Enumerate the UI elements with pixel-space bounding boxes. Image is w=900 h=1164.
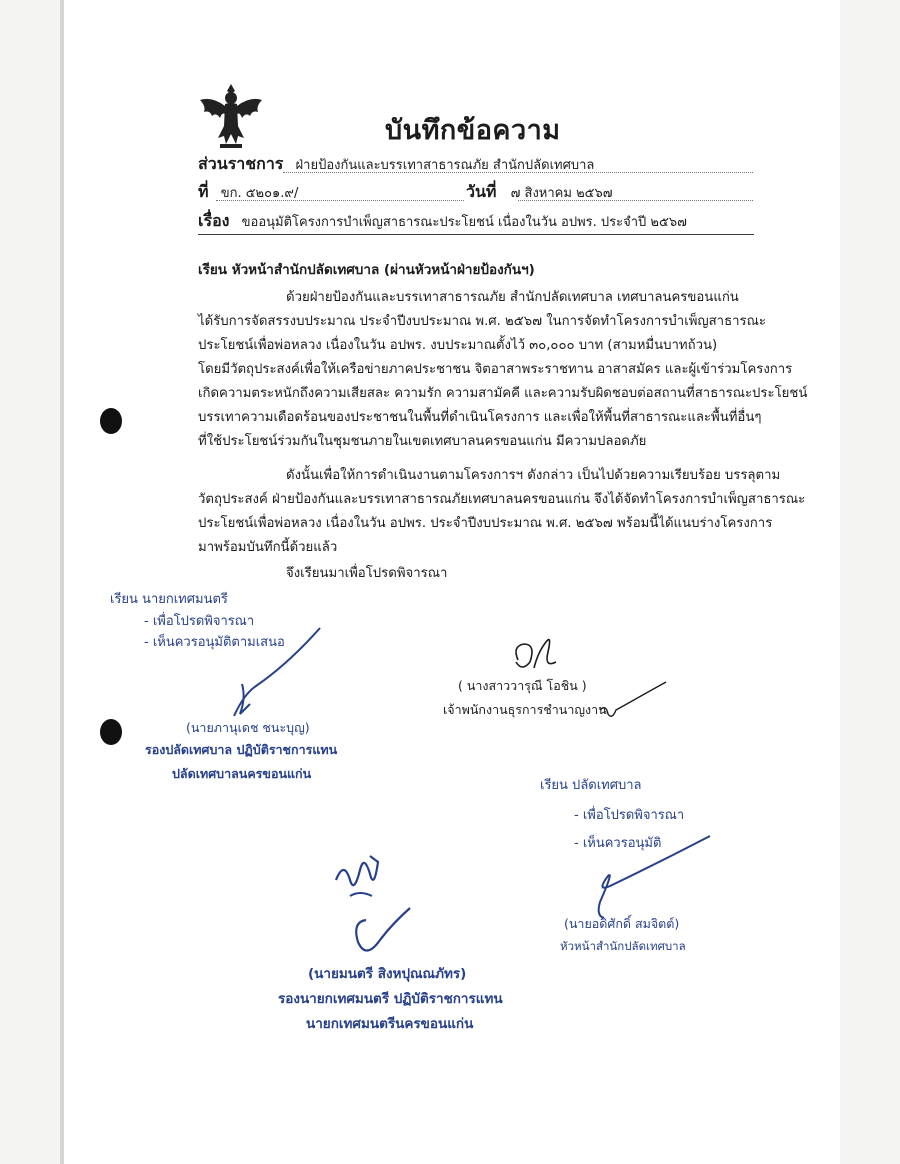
p2-line-1: ดังนั้นเพื่อให้การดำเนินงานตามโครงการฯ ดังกล่าว เป็นไปด้วยความเรียบร้อย บรรลุตาม — [286, 468, 781, 483]
right-endorse-position: หัวหน้าสำนักปลัดเทศบาล — [560, 939, 686, 953]
p1-line-1: ด้วยฝ่ายป้องกันและบรรเทาสาธารณภัย สำนักปลัดเทศบาล เทศบาลนครขอนแก่น — [286, 290, 739, 305]
left-endorse-name: (นายภานุเดช ชนะบุญ) — [186, 720, 310, 735]
left-endorse-item1: - เพื่อโปรดพิจารณา — [144, 614, 255, 629]
salutation: เรียน หัวหน้าสำนักปลัดเทศบาล (ผ่านหัวหน้าฝ่ายป้องกันฯ) — [198, 262, 535, 278]
agency-line — [198, 152, 594, 177]
garuda-emblem — [198, 82, 264, 152]
agency-label: ส่วนราชการ — [198, 154, 284, 173]
ref-line — [198, 180, 298, 205]
date-label: วันที่ — [466, 182, 497, 201]
right-endorse-to: เรียน ปลัดเทศบาล — [540, 778, 642, 793]
approver-signature — [330, 850, 440, 970]
left-endorse-to: เรียน นายกเทศมนตรี — [110, 592, 228, 607]
p2-line-4: มาพร้อมบันทึกนี้ด้วยแล้ว — [198, 540, 338, 555]
p1-line-2: ได้รับการจัดสรรงบประมาณ ประจำปีงบประมาณ พ.ศ. ๒๕๖๗ ในการจัดทำโครงการบำเพ็ญสาธารณะ — [198, 314, 766, 329]
header-rule — [198, 234, 754, 235]
date-line — [466, 180, 613, 205]
right-endorse-item2: - เห็นควรอนุมัติ — [574, 836, 662, 851]
officer-signature — [508, 632, 568, 678]
memo-title: บันทึกข้อความ — [385, 115, 561, 146]
p1-line-6: บรรเทาความเดือดร้อนของประชาชนในพื้นที่ดำเนินโครงการ และเพื่อให้พื้นที่สาธารณะและพื้นที่อื่นๆ — [198, 410, 762, 425]
officer-name: ( นางสาววารุณี โอชิน ) — [458, 678, 587, 693]
left-endorse-item2: - เห็นควรอนุมัติตามเสนอ — [144, 635, 285, 650]
left-endorse-position-1: รองปลัดเทศบาล ปฏิบัติราชการแทน — [145, 742, 338, 757]
approver-position-1: รองนายกเทศมนตรี ปฏิบัติราชการแทน — [278, 991, 503, 1007]
right-endorse-item1: - เพื่อโปรดพิจารณา — [574, 808, 685, 823]
p2-line-2: วัตถุประสงค์ ฝ่ายป้องกันและบรรเทาสาธารณภัยเทศบาลนครขอนแก่น จึงได้จัดทำโครงการบำเพ็ญสาธารณะ — [198, 492, 806, 507]
subject-line — [198, 209, 687, 234]
left-endorse-signature — [228, 624, 328, 720]
subject-value: ขออนุมัติโครงการบำเพ็ญสาธารณะประโยชน์ เนื่องในวัน อปพร. ประจำปี ๒๕๖๗ — [241, 215, 687, 230]
p1-line-5: เกิดความตระหนักถึงความเสียสละ ความรัก ความสามัคคี และความรับผิดชอบต่อสถานที่สาธารณะประโยชน์ — [198, 386, 808, 401]
p1-line-4: โดยมีวัตถุประสงค์เพื่อให้เครือข่ายภาคประชาชน จิตอาสาพระราชทาน อาสาสมัคร และผู้เข้าร่วมโครงการ — [198, 362, 793, 377]
ref-value: ขก. ๕๒๐๑.๙/ — [220, 186, 299, 201]
closing-line: จึงเรียนมาเพื่อโปรดพิจารณา — [286, 566, 448, 581]
ref-dotted-line — [216, 200, 464, 201]
right-endorse-signature — [570, 832, 720, 922]
approver-name: (นายมนตรี สิงหปุณณภัทร) — [308, 966, 467, 982]
p1-line-7: ที่ใช้ประโยชน์ร่วมกันในชุมชนภายในเขตเทศบาลนครขอนแก่น มีความปลอดภัย — [198, 434, 647, 449]
officer-initial-mark — [596, 680, 676, 724]
right-endorse-name: (นายอดิศักดิ์ สมจิตต์) — [564, 916, 680, 931]
approver-position-2: นายกเทศมนตรีนครขอนแก่น — [306, 1016, 474, 1032]
agency-value: ฝ่ายป้องกันและบรรเทาสาธารณภัย สำนักปลัดเทศบาล — [295, 158, 595, 173]
date-value: ๗ สิงหาคม ๒๕๖๗ — [510, 186, 613, 201]
p1-line-3: ประโยชน์เพื่อพ่อหลวง เนื่องในวัน อปพร. งบประมาณตั้งไว้ ๓๐,๐๐๐ บาท (สามหมื่นบาทถ้วน) — [198, 338, 718, 353]
date-dotted-line — [518, 200, 753, 201]
p2-line-3: ประโยชน์เพื่อพ่อหลวง เนื่องในวัน อปพร. ประจำปีงบประมาณ พ.ศ. ๒๕๖๗ พร้อมนี้ได้แนบร่างโครงการ — [198, 516, 773, 531]
left-endorse-position-2: ปลัดเทศบาลนครขอนแก่น — [172, 766, 312, 781]
agency-dotted-line — [283, 172, 753, 173]
subject-label: เรื่อง — [198, 211, 230, 230]
punch-hole-top — [100, 408, 122, 434]
punch-hole-bottom — [100, 719, 122, 745]
ref-label: ที่ — [198, 182, 209, 201]
officer-position: เจ้าพนักงานธุรการชำนาญงาน — [443, 702, 607, 717]
